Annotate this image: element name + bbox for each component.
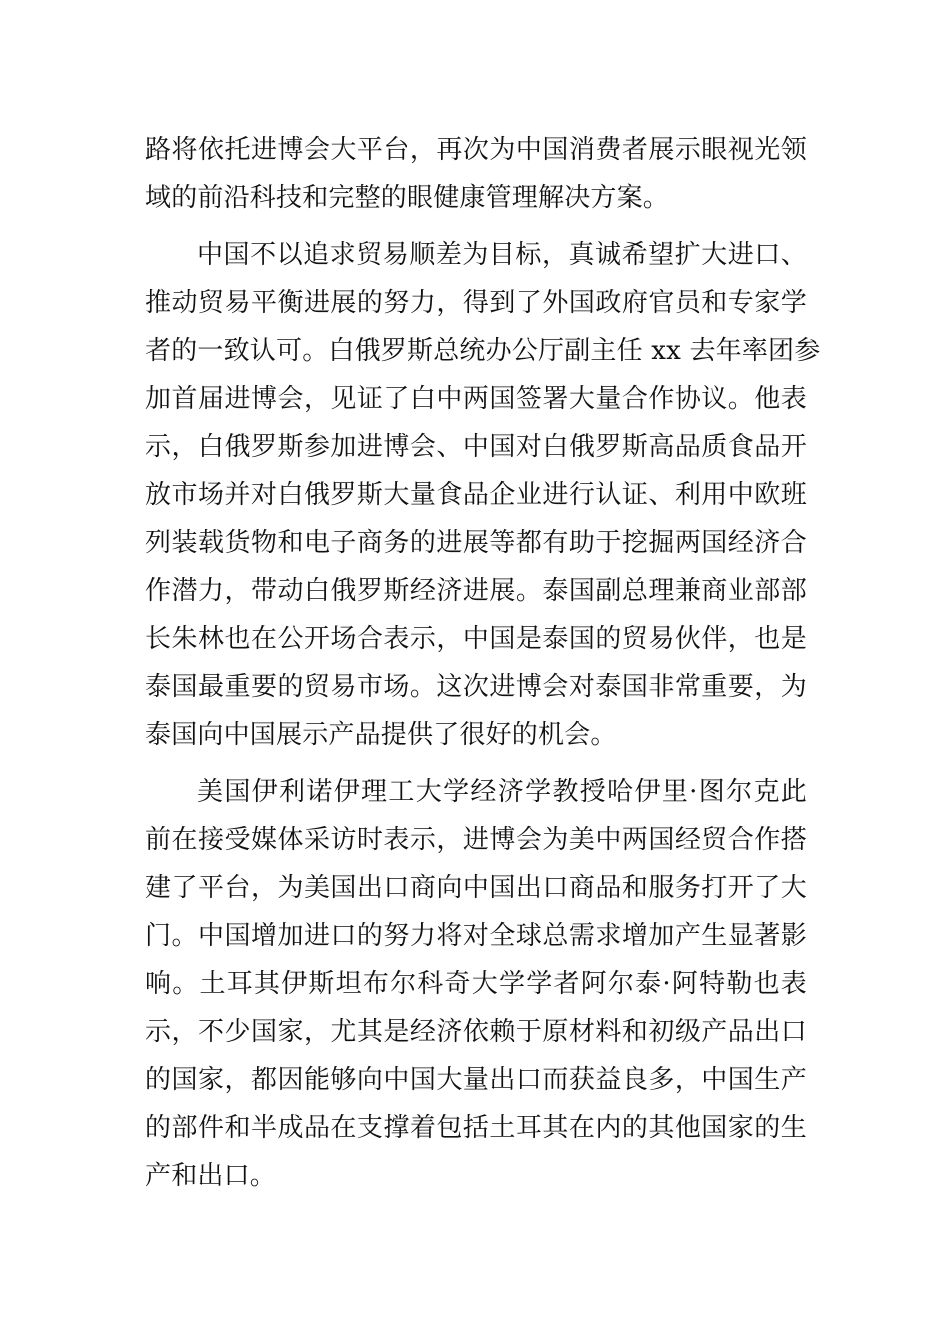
text-line: 加首届进博会，见证了白中两国签署大量合作协议。他表 (145, 384, 807, 414)
text-line: 的国家，都因能够向中国大量出口而获益良多，中国生产 (145, 1065, 807, 1095)
text-line: 泰国向中国展示产品提供了很好的机会。 (145, 720, 617, 750)
text-line: 者的一致认可。白俄罗斯总统办公厅副主任 xx 去年率团参 (145, 336, 821, 366)
text-line: 建了平台，为美国出口商向中国出口商品和服务打开了大 (145, 873, 807, 903)
text-line: 列装载货物和电子商务的进展等都有助于挖掘两国经济合 (145, 528, 807, 558)
document-body (145, 126, 821, 1200)
text-line: 的部件和半成品在支撑着包括土耳其在内的其他国家的生 (145, 1113, 807, 1143)
text-line: 示，不少国家，尤其是经济依赖于原材料和初级产品出口 (145, 1017, 807, 1047)
text-line: 产和出口。 (145, 1161, 277, 1191)
text-line: 泰国最重要的贸易市场。这次进博会对泰国非常重要，为 (145, 672, 807, 702)
paragraph (145, 768, 807, 1200)
text-line: 路将依托进博会大平台，再次为中国消费者展示眼视光领 (145, 135, 807, 165)
text-line: 放市场并对白俄罗斯大量食品企业进行认证、利用中欧班 (145, 480, 807, 510)
text-line: 作潜力，带动白俄罗斯经济进展。泰国副总理兼商业部部 (145, 576, 807, 606)
text-line: 前在接受媒体采访时表示，进博会为美中两国经贸合作搭 (145, 825, 807, 855)
text-line: 推动贸易平衡进展的努力，得到了外国政府官员和专家学 (145, 288, 807, 318)
text-line: 美国伊利诺伊理工大学经济学教授哈伊里·图尔克此 (197, 777, 807, 807)
paragraph (145, 231, 821, 759)
paragraph (145, 126, 807, 222)
text-line: 中国不以追求贸易顺差为目标，真诚希望扩大进口、 (197, 240, 807, 270)
text-line: 域的前沿科技和完整的眼健康管理解决方案。 (145, 183, 670, 213)
text-line: 门。中国增加进口的努力将对全球总需求增加产生显著影 (145, 921, 807, 951)
text-line: 响。土耳其伊斯坦布尔科奇大学学者阿尔泰·阿特勒也表 (145, 969, 807, 999)
text-line: 长朱林也在公开场合表示，中国是泰国的贸易伙伴，也是 (145, 624, 807, 654)
text-line: 示，白俄罗斯参加进博会、中国对白俄罗斯高品质食品开 (145, 432, 807, 462)
